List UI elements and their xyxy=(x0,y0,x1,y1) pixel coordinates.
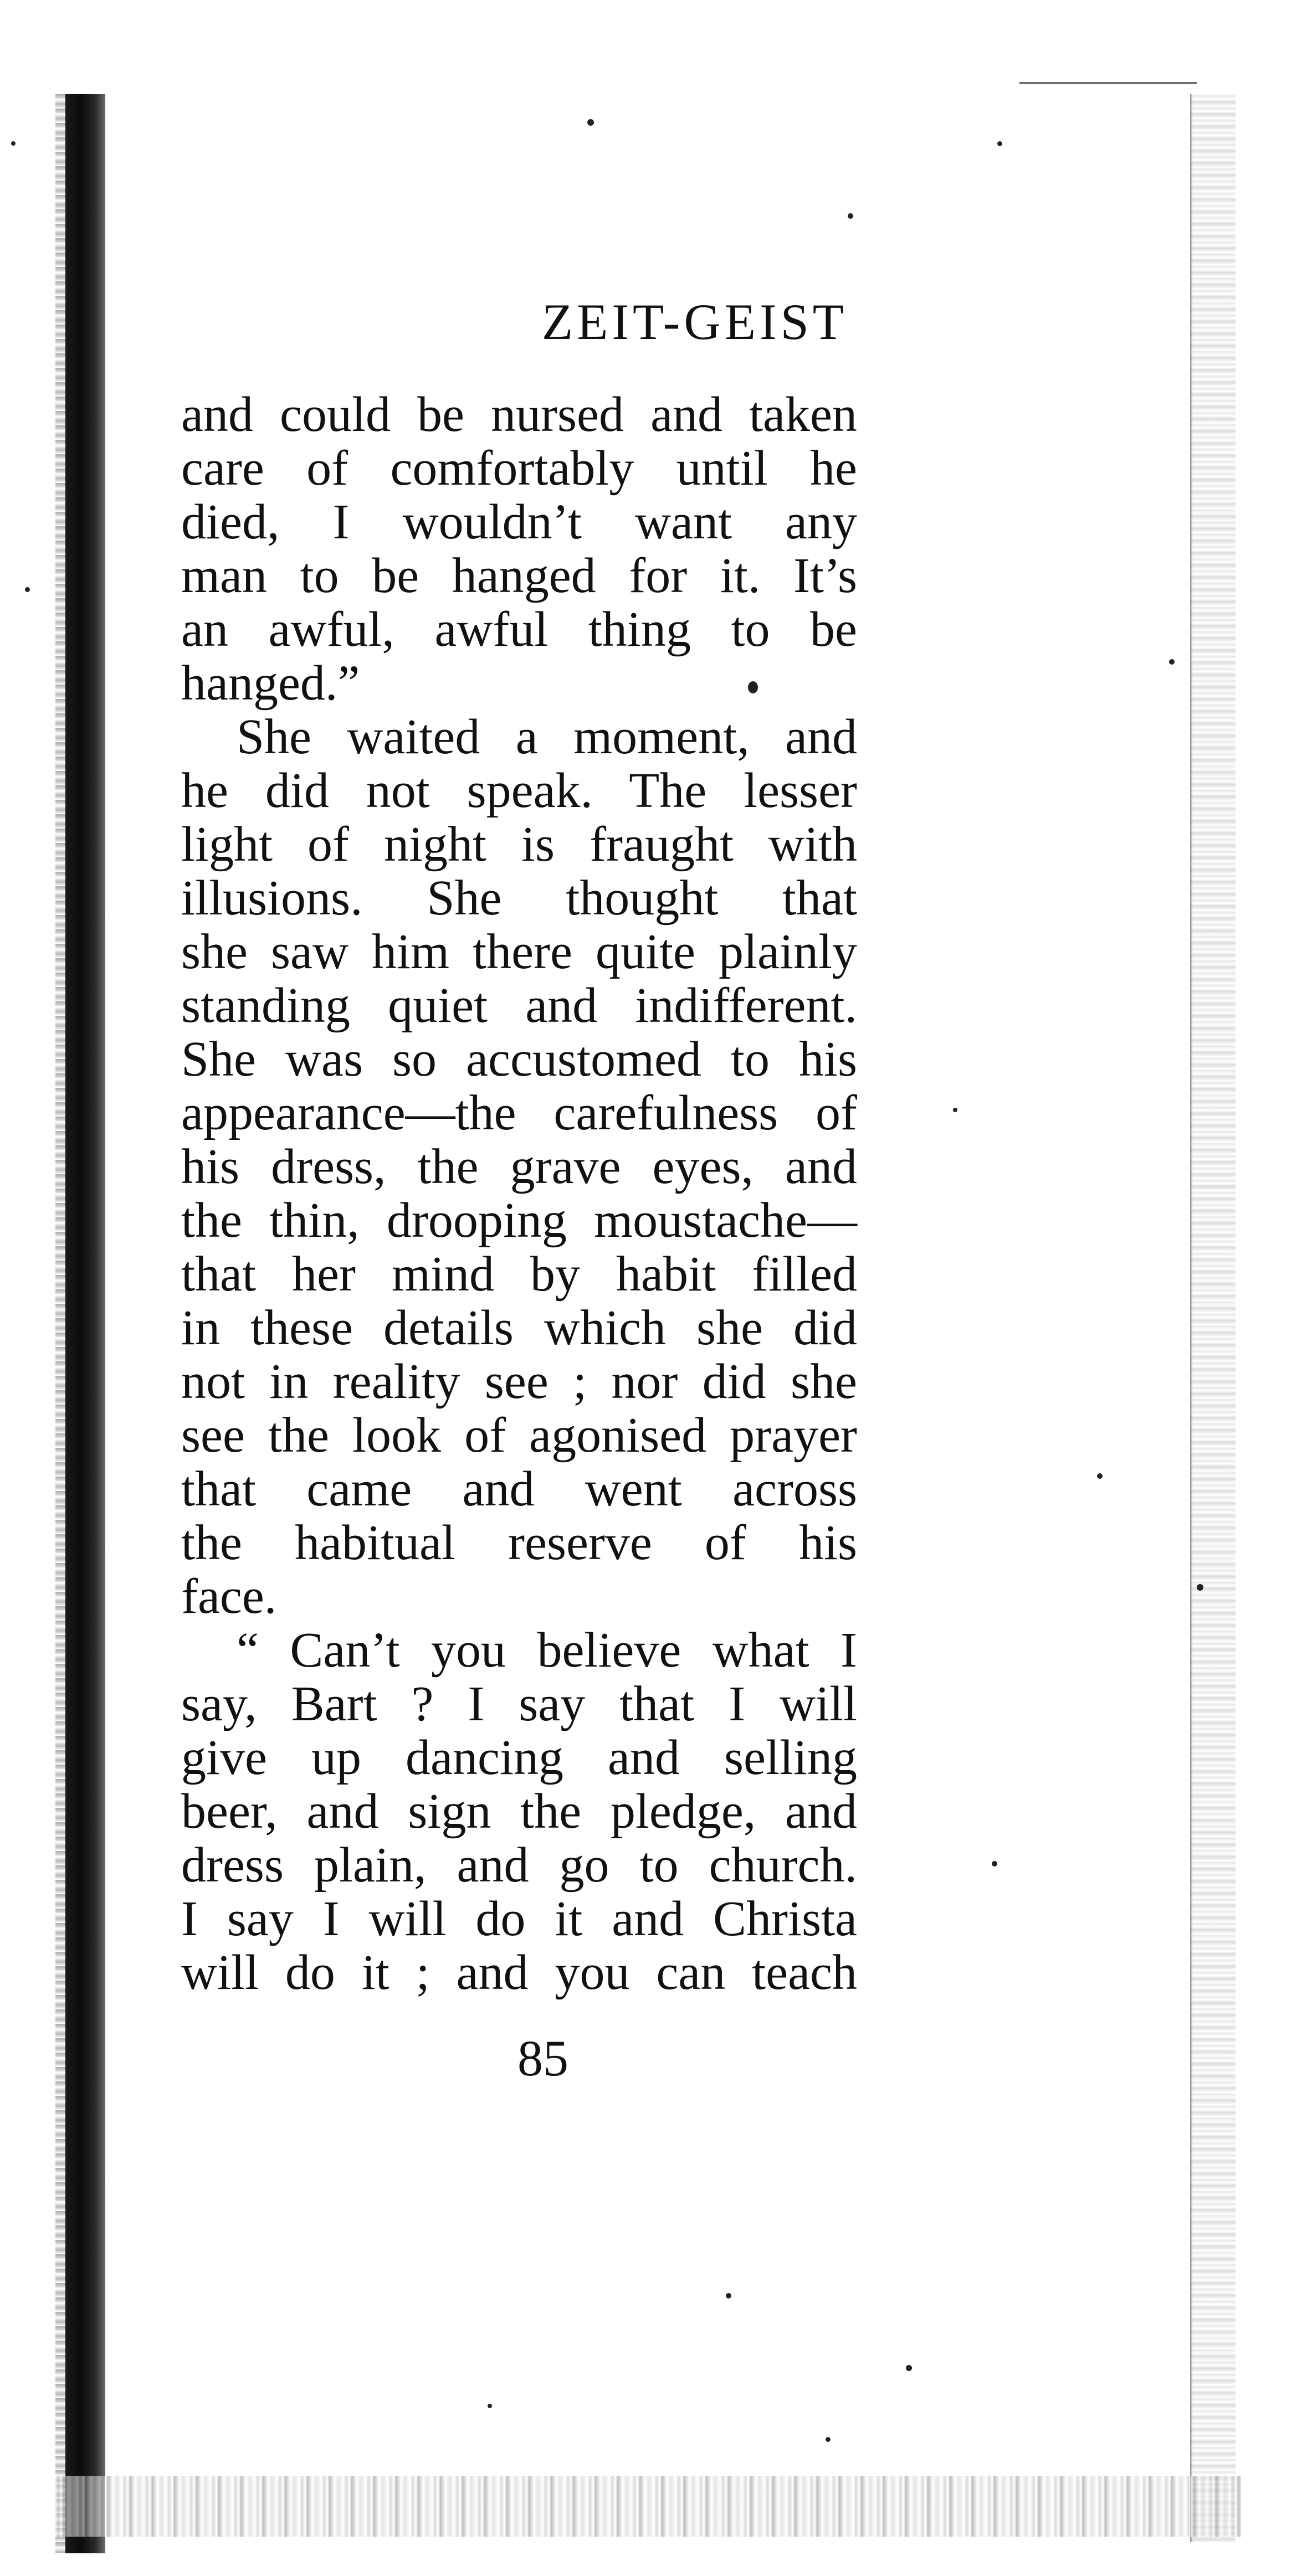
scan-speck xyxy=(726,2293,731,2299)
text-line: not in reality see ; nor did she xyxy=(181,1354,857,1409)
text-line: man to be hanged for it. It’s xyxy=(181,548,857,603)
text-line: She was so accustomed to his xyxy=(181,1032,857,1087)
text-line: appearance—the carefulness of xyxy=(181,1086,857,1140)
scan-speck xyxy=(906,2365,912,2371)
text-line: give up dancing and selling xyxy=(181,1730,857,1785)
text-line: she saw him there quite plainly xyxy=(181,924,857,979)
text-line: in these details which she did xyxy=(181,1300,857,1355)
text-line: the thin, drooping moustache— xyxy=(181,1193,857,1248)
text-line: an awful, awful thing to be xyxy=(181,602,857,657)
text-line: that came and went across xyxy=(181,1462,857,1516)
top-edge-mark xyxy=(1019,82,1197,84)
page-edge-texture xyxy=(1191,94,1236,2542)
text-line: beer, and sign the pledge, and xyxy=(181,1784,857,1839)
scan-speck xyxy=(848,213,853,219)
page-number: 85 xyxy=(517,2030,568,2086)
scan-speck xyxy=(992,1861,997,1867)
scan-speck xyxy=(25,587,30,592)
text-line: dress plain, and go to church. xyxy=(181,1838,857,1893)
text-line: that her mind by habit filled xyxy=(181,1247,857,1302)
text-line: say, Bart ? I say that I will xyxy=(181,1677,857,1731)
text-line: light of night is fraught with xyxy=(181,817,857,872)
text-line: his dress, the grave eyes, and xyxy=(181,1139,857,1194)
text-line: standing quiet and indifferent. xyxy=(181,978,857,1033)
text-line: I say I will do it and Christa xyxy=(181,1891,857,1946)
text-line: illusions. She thought that xyxy=(181,871,857,925)
scan-speck xyxy=(1197,1584,1203,1591)
text-line: and could be nursed and taken xyxy=(181,387,857,442)
bottom-edge-texture xyxy=(55,2476,1241,2537)
text-line: will do it ; and you can teach xyxy=(181,1945,857,2000)
binding-edge xyxy=(65,94,105,2553)
text-line: he did not speak. The lesser xyxy=(181,763,857,818)
text-line: “ Can’t you believe what I xyxy=(237,1623,857,1678)
text-line: care of comfortably until he xyxy=(181,441,857,496)
text-line: face. xyxy=(181,1569,277,1624)
text-line: She waited a moment, and xyxy=(237,709,857,764)
scan-speck xyxy=(1097,1473,1103,1479)
scan-speck xyxy=(953,1108,957,1112)
running-head: ZEIT-GEIST xyxy=(541,294,848,350)
scan-speck xyxy=(1169,659,1175,665)
scan-speck xyxy=(488,2404,492,2408)
scan-speck xyxy=(997,141,1002,146)
scan-speck xyxy=(826,2437,831,2442)
scan-speck xyxy=(587,119,594,126)
text-line: died, I wouldn’t want any xyxy=(181,495,857,549)
body-text xyxy=(181,388,857,1999)
text-line: see the look of agonised prayer xyxy=(181,1408,857,1463)
text-line: the habitual reserve of his xyxy=(181,1515,857,1570)
text-line: hanged.” xyxy=(181,656,360,711)
scan-speck xyxy=(11,141,16,146)
